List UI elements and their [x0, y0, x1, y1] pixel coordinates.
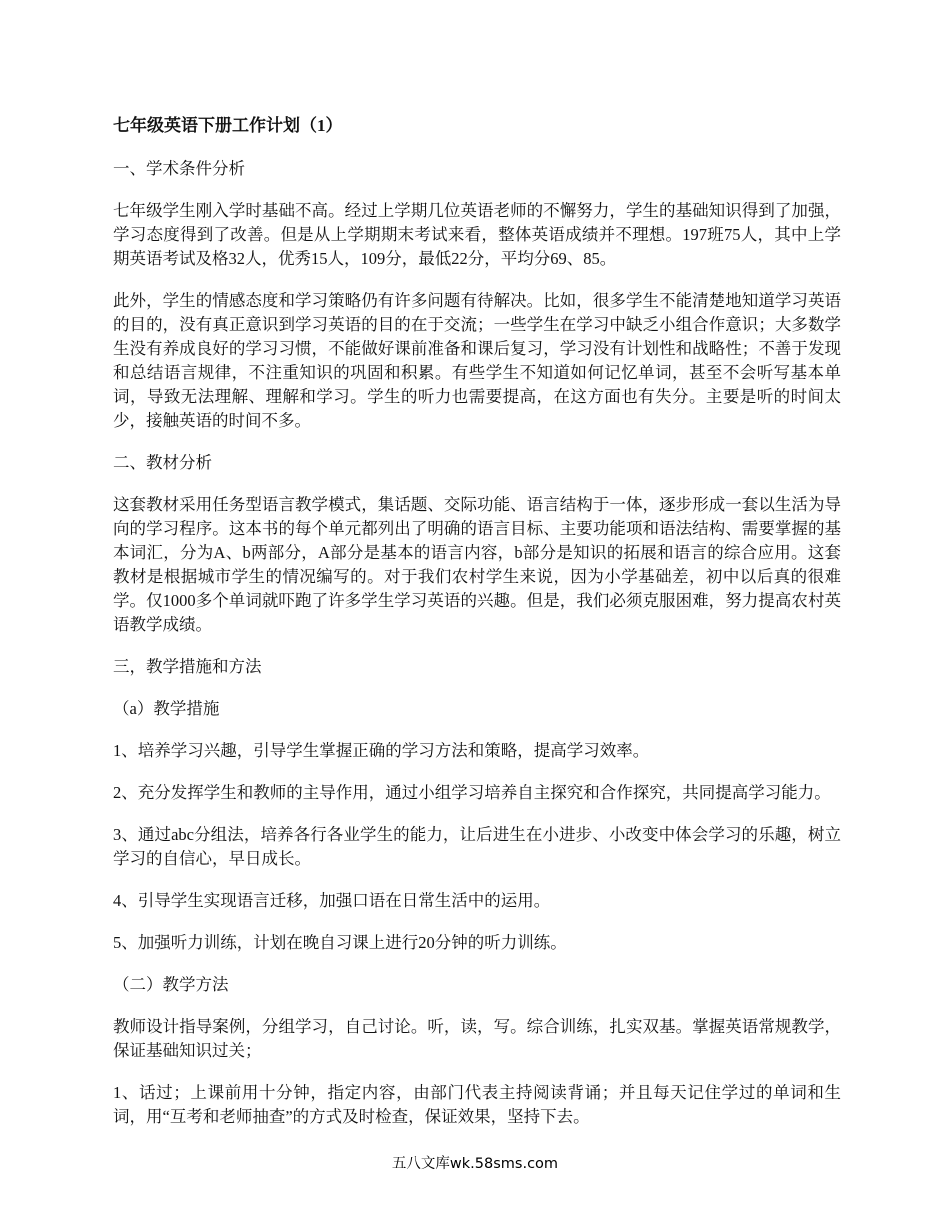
paragraph-student-background: 七年级学生刚入学时基础不高。经过上学期几位英语老师的不懈努力，学生的基础知识得到了加强，学习态度得到了改善。但是从上学期期末考试来看，整体英语成绩并不理想。197班75人，其中上学期英语考试及格32人，优秀15人，109分，最低22分，平均分69、85。 — [113, 201, 841, 268]
paragraph-teaching-methods: 教师设计指导案例，分组学习，自己讨论。听，读，写。综合训练，扎实双基。掌握英语常规教学，保证基础知识过关； — [113, 1017, 841, 1060]
paragraph-student-problems: 此外，学生的情感态度和学习策略仍有许多问题有待解决。比如，很多学生不能清楚地知道学习英语的目的，没有真正意识到学习英语的目的在于交流；一些学生在学习中缺乏小组合作意识；大多数学生没有养成良好的学习习惯，不能做好课前准备和课后复习，学习没有计划性和战略性；不善于发现和总结语言规律，不注重知识的巩固和积累。有些学生不知道如何记忆单词，甚至不会听写基本单词，导致无法理解、理解和学习。学生的听力也需要提高，在这方面也有失分。主要是听的时间太少，接触英语的时间不多。 — [113, 291, 841, 430]
measure-item-4: 4、引导学生实现语言迁移，加强口语在日常生活中的运用。 — [113, 891, 551, 910]
section-heading-measures-methods: 三，教学措施和方法 — [113, 657, 262, 676]
paragraph-textbook-analysis: 这套教材采用任务型语言教学模式，集话题、交际功能、语言结构于一体，逐步形成一套以生活为导向的学习程序。这本书的每个单元都列出了明确的语言目标、主要功能项和语法结构、需要掌握的基本词汇，分为A、b两部分，A部分是基本的语言内容，b部分是知识的拓展和语言的综合应用。这套教材是根据城市学生的情况编写的。对于我们农村学生来说，因为小学基础差，初中以后真的很难学。仅1000多个单词就吓跑了许多学生学习英语的兴趣。但是，我们必须克服困难，努力提高农村英语教学成绩。 — [113, 495, 841, 634]
subsection-heading-teaching-methods: （二）教学方法 — [113, 975, 229, 994]
document-page — [113, 112, 841, 1147]
section-heading-textbook-analysis: 二、教材分析 — [113, 453, 212, 472]
document-title: 七年级英语下册工作计划（1） — [113, 116, 343, 135]
subsection-heading-teaching-measures: （a）教学措施 — [113, 699, 220, 718]
section-heading-academic-analysis: 一、学术条件分析 — [113, 159, 245, 178]
measure-item-1: 1、培养学习兴趣，引导学生掌握正确的学习方法和策略，提高学习效率。 — [113, 741, 650, 760]
footer-watermark: 五八文库wk.58sms.com — [391, 1156, 559, 1172]
method-item-1: 1、话过；上课前用十分钟，指定内容，由部门代表主持阅读背诵；并且每天记住学过的单词和生词，用“互考和老师抽查”的方式及时检查，保证效果，坚持下去。 — [113, 1083, 841, 1126]
measure-item-5: 5、加强听力训练，计划在晚自习课上进行20分钟的听力训练。 — [113, 933, 567, 952]
measure-item-3: 3、通过abc分组法，培养各行各业学生的能力，让后进生在小进步、小改变中体会学习的乐趣，树立学习的自信心，早日成长。 — [113, 825, 841, 868]
measure-item-2: 2、充分发挥学生和教师的主导作用，通过小组学习培养自主探究和合作探究，共同提高学习能力。 — [113, 783, 831, 802]
